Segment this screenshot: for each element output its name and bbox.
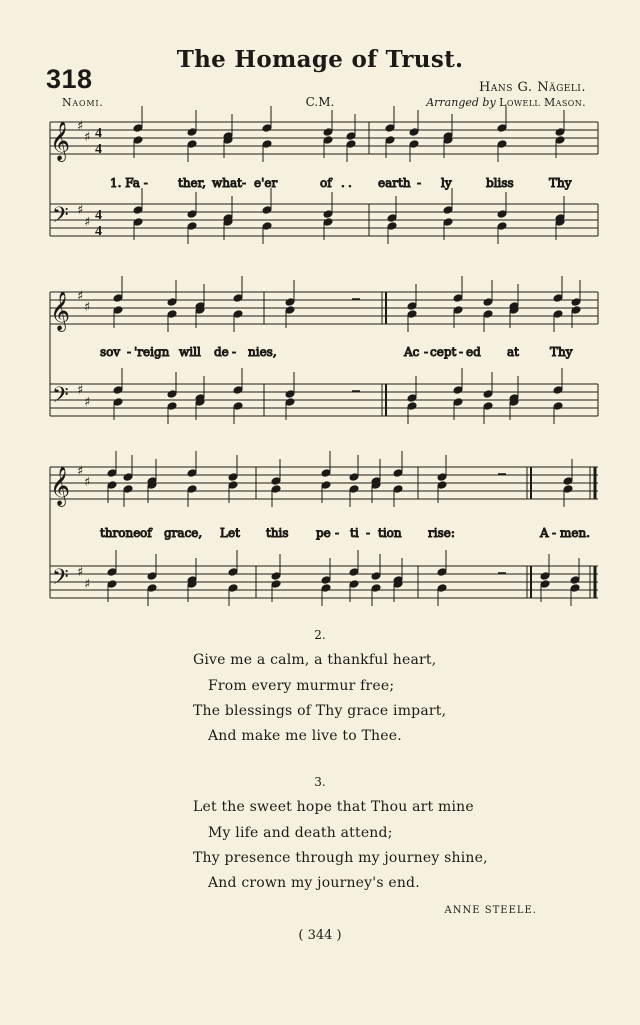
svg-text:♯: ♯ <box>84 395 91 410</box>
lyric: at <box>507 345 519 359</box>
lyric: - <box>424 345 429 359</box>
lyric: . <box>341 176 345 190</box>
lyric: A <box>540 526 549 540</box>
verse-line: My life and death attend; <box>208 825 393 841</box>
time-signature <box>95 126 102 239</box>
arranged-prefix: Arranged by <box>426 96 496 109</box>
notehead <box>563 485 573 494</box>
notehead <box>167 390 177 399</box>
notehead <box>262 206 272 215</box>
lyric: - <box>552 526 557 540</box>
notehead <box>349 473 359 482</box>
notehead <box>483 402 493 411</box>
hymn-number: 318 <box>46 64 93 94</box>
notehead <box>349 568 359 577</box>
svg-text:♯: ♯ <box>77 119 84 134</box>
svg-text:♯: ♯ <box>84 300 91 315</box>
lyric: ther, <box>178 176 206 190</box>
verse-line: The blessings of Thy grace impart, <box>193 703 447 719</box>
notehead <box>346 140 356 149</box>
notehead <box>123 485 133 494</box>
lyric: cept <box>430 345 457 359</box>
lyric: e'er <box>254 176 278 190</box>
notehead <box>453 306 463 315</box>
svg-text:♯: ♯ <box>77 565 84 580</box>
treble-clef-icon: 𝄞 <box>50 291 71 331</box>
notehead <box>187 210 197 219</box>
notehead <box>123 473 133 482</box>
notehead <box>437 584 447 593</box>
notehead <box>540 580 550 589</box>
notehead <box>233 294 243 303</box>
svg-text:4: 4 <box>95 208 102 223</box>
lyric: will <box>179 345 201 359</box>
notehead <box>407 402 417 411</box>
notehead <box>285 398 295 407</box>
lyrics-row <box>100 345 573 359</box>
notehead <box>321 576 331 585</box>
svg-text:♯: ♯ <box>84 130 91 145</box>
notehead <box>285 298 295 307</box>
notehead <box>443 218 453 227</box>
notehead <box>187 222 197 231</box>
lyric: bliss <box>486 176 514 190</box>
svg-text:4: 4 <box>95 142 102 157</box>
notehead <box>271 485 281 494</box>
notehead <box>555 136 565 145</box>
page-number: ( 344 ) <box>298 928 342 943</box>
system-2 <box>50 276 598 424</box>
notehead <box>453 398 463 407</box>
lyric: ed <box>466 345 481 359</box>
tune-name: Naomi. <box>62 96 104 109</box>
notehead <box>147 572 157 581</box>
notehead <box>483 298 493 307</box>
notehead <box>346 132 356 141</box>
notehead <box>271 477 281 486</box>
notehead <box>349 485 359 494</box>
notehead <box>133 218 143 227</box>
notehead <box>570 576 580 585</box>
notehead <box>393 469 403 478</box>
lyric: . <box>348 176 352 190</box>
system-1 <box>50 106 598 244</box>
lyric: - <box>232 345 237 359</box>
notehead <box>233 310 243 319</box>
lyric: tion <box>378 526 402 540</box>
notehead <box>167 310 177 319</box>
treble-clef-icon: 𝄞 <box>50 466 71 506</box>
notehead <box>453 386 463 395</box>
notehead <box>453 294 463 303</box>
notehead <box>371 584 381 593</box>
lyric: Thy <box>550 345 573 359</box>
verse-line: Give me a calm, a thankful heart, <box>193 652 437 668</box>
svg-text:♯: ♯ <box>84 577 91 592</box>
lyric: - <box>127 345 132 359</box>
system-3 <box>50 451 598 606</box>
bass-clef-icon: 𝄢 <box>52 203 69 233</box>
notehead <box>107 481 117 490</box>
lyric: Thy <box>549 176 572 190</box>
hymn-title: The Homage of Trust. <box>176 46 464 73</box>
verse-line: From every murmur free; <box>208 678 395 694</box>
lyric: Let <box>220 526 240 540</box>
notehead <box>385 136 395 145</box>
notehead <box>483 390 493 399</box>
lyric: - <box>366 526 371 540</box>
notehead <box>385 124 395 133</box>
notehead <box>321 469 331 478</box>
svg-text:♯: ♯ <box>84 215 91 230</box>
svg-text:4: 4 <box>95 224 102 239</box>
lyric: - <box>417 176 422 190</box>
notehead <box>107 568 117 577</box>
verse-line: And crown my journey's end. <box>208 875 420 891</box>
rest-icon <box>352 299 360 391</box>
notehead <box>563 477 573 486</box>
notehead <box>262 222 272 231</box>
svg-text:♯: ♯ <box>77 464 84 479</box>
notehead <box>407 394 417 403</box>
verse-number: 2. <box>314 628 326 642</box>
rest-icon <box>498 474 506 573</box>
notehead <box>409 128 419 137</box>
composer-credit: Hans G. Nägeli. <box>479 80 586 95</box>
lyric: 1. Fa - <box>110 176 148 190</box>
notehead <box>113 386 123 395</box>
bass-clef-icon: 𝄢 <box>52 565 69 595</box>
verse-number: 3. <box>314 775 326 789</box>
notehead <box>321 481 331 490</box>
notehead <box>555 128 565 137</box>
notehead <box>393 485 403 494</box>
notehead <box>113 306 123 315</box>
notehead <box>228 568 238 577</box>
notehead <box>437 473 447 482</box>
notehead <box>262 124 272 133</box>
svg-text:♯: ♯ <box>77 383 84 398</box>
notehead <box>321 584 331 593</box>
notehead <box>387 214 397 223</box>
notehead <box>553 310 563 319</box>
lyric: of <box>140 526 152 540</box>
notehead <box>571 298 581 307</box>
svg-text:♯: ♯ <box>77 203 84 218</box>
notehead <box>371 572 381 581</box>
notehead <box>133 206 143 215</box>
lyrics-row <box>100 526 590 540</box>
lyric: sov <box>100 345 121 359</box>
verse-line: Let the sweet hope that Thou art mine <box>193 799 474 815</box>
bass-clef-icon: 𝄢 <box>52 383 69 413</box>
notehead <box>409 140 419 149</box>
notehead <box>497 222 507 231</box>
svg-text:♯: ♯ <box>84 475 91 490</box>
lyric: - <box>459 345 464 359</box>
lyric: ly <box>441 176 452 190</box>
lyric: throne <box>100 526 141 540</box>
notehead <box>443 206 453 215</box>
notehead <box>323 136 333 145</box>
notehead <box>107 580 117 589</box>
notehead <box>228 473 238 482</box>
notehead <box>133 136 143 145</box>
lyric: - <box>335 526 340 540</box>
verse-line: And make me live to Thee. <box>208 728 402 744</box>
notehead <box>323 218 333 227</box>
notehead <box>483 310 493 319</box>
notehead <box>187 485 197 494</box>
notehead <box>107 469 117 478</box>
author-credit: ANNE STEELE. <box>444 905 537 916</box>
notehead <box>407 310 417 319</box>
notehead <box>167 402 177 411</box>
lyric: Ac <box>404 345 420 359</box>
key-signature <box>77 119 90 230</box>
lyric: rise: <box>428 526 455 540</box>
svg-text:♯: ♯ <box>77 289 84 304</box>
lyrics-row <box>110 176 572 190</box>
notehead <box>387 222 397 231</box>
notehead <box>497 124 507 133</box>
notehead <box>407 302 417 311</box>
notehead <box>271 580 281 589</box>
notehead <box>323 210 333 219</box>
notehead <box>187 140 197 149</box>
svg-text:4: 4 <box>95 126 102 141</box>
lyric: what- <box>212 176 247 190</box>
lyric: this <box>266 526 289 540</box>
lyric: men. <box>560 526 591 540</box>
notehead <box>349 580 359 589</box>
lyric: of <box>320 176 332 190</box>
notehead <box>497 140 507 149</box>
arranger-name: Lowell Mason. <box>499 96 586 109</box>
lyric: earth <box>378 176 411 190</box>
notehead <box>147 584 157 593</box>
notehead <box>571 306 581 315</box>
notehead <box>228 584 238 593</box>
notehead <box>553 386 563 395</box>
notehead <box>437 481 447 490</box>
lyric: grace, <box>164 526 203 540</box>
verse-line: Thy presence through my journey shine, <box>193 850 488 866</box>
lyric: nies, <box>248 345 277 359</box>
notehead <box>570 584 580 593</box>
meter: C.M. <box>305 95 335 109</box>
notehead <box>262 140 272 149</box>
notehead <box>323 128 333 137</box>
lyric: pe <box>316 526 331 540</box>
notehead <box>113 294 123 303</box>
notehead <box>271 572 281 581</box>
notehead <box>497 210 507 219</box>
treble-clef-icon: 𝄞 <box>50 121 71 161</box>
notehead <box>553 294 563 303</box>
notehead <box>233 386 243 395</box>
notehead <box>553 402 563 411</box>
lyric: ti <box>350 526 359 540</box>
notehead <box>228 481 238 490</box>
notehead <box>113 398 123 407</box>
notehead <box>285 306 295 315</box>
notehead <box>167 298 177 307</box>
notehead <box>187 128 197 137</box>
notehead <box>285 390 295 399</box>
lyric: 'reign <box>134 345 170 359</box>
notehead <box>187 469 197 478</box>
notehead <box>540 572 550 581</box>
notehead <box>437 568 447 577</box>
notehead <box>233 402 243 411</box>
lyric: de <box>214 345 229 359</box>
notehead <box>133 124 143 133</box>
